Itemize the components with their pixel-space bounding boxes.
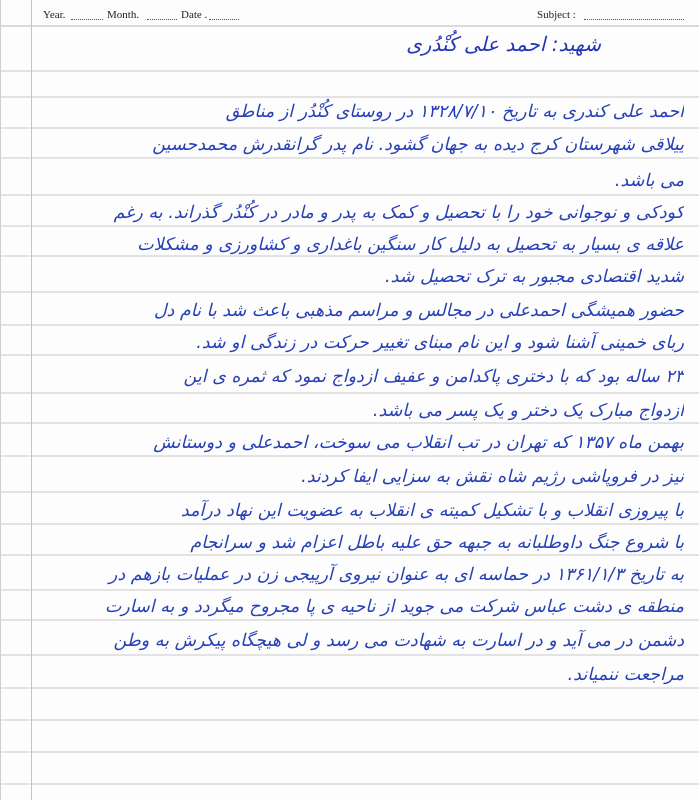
handwritten-line-18: مراجعت ننمیاند. [567, 665, 684, 685]
year-label: Year. [43, 9, 66, 21]
handwritten-line-10: ازدواج مبارک یک دختر و یک پسر می باشد. [372, 401, 684, 421]
handwritten-line-5: علاقه ی بسیار به تحصیل به دلیل کار سنگین باغداری و کشاورزی و مشکلات [137, 235, 684, 255]
handwritten-line-17: دشمن در می آید و در اسارت به شهادت می رسد و لی هیچگاه پیکرش به وطن [113, 631, 684, 651]
handwritten-line-2: ییلاقی شهرستان کرج دیده به جهان گشود. نام پدر گرانقدرش محمدحسین [152, 135, 684, 155]
subject-label: Subject : [537, 9, 576, 21]
date-dots [209, 19, 239, 20]
handwritten-line-7: حضور همیشگی احمدعلی در مجالس و مراسم مذهبی باعث شد با نام دل [153, 301, 684, 321]
handwritten-line-9: ۲۳ ساله بود که با دختری پاکدامن و عفیف ازدواج نمود که ثمره ی این [183, 367, 684, 387]
handwritten-line-15: به تاریخ ۱۳۶۱/۱/۳ در حماسه ای به عنوان نیروی آرپیجی زن در عملیات بازهم در [108, 565, 684, 585]
handwritten-line-1: احمد علی کندری به تاریخ ۱۳۲۸/۷/۱۰ در روستای کُنْدُر از مناطق [225, 102, 684, 122]
handwritten-line-13: با پیروزی انقلاب و با تشکیل کمیته ی انقلاب به عضویت این نهاد درآمد [180, 501, 684, 521]
subject-dots [584, 19, 684, 20]
month-dots [147, 19, 177, 20]
date-label: Date . [181, 9, 208, 21]
margin-line [31, 0, 32, 800]
handwritten-line-11: بهمن ماه ۱۳۵۷ که تهران در تب انقلاب می سوخت، احمدعلی و دوستانش [153, 433, 684, 453]
page-header [1, 0, 699, 26]
handwritten-line-14: با شروع جنگ داوطلبانه به جبهه حق علیه باطل اعزام شد و سرانجام [190, 533, 684, 553]
year-dots [71, 19, 103, 20]
handwritten-line-6: شدید اقتصادی مجبور به ترک تحصیل شد. [385, 267, 684, 287]
month-label: Month. [107, 9, 140, 21]
handwritten-line-8: ربای خمینی آشنا شود و این نام مبنای تغییر حرکت در زندگی او شد. [196, 333, 684, 353]
handwritten-line-16: منطقه ی دشت عباس شرکت می جوید از ناحیه ی پا مجروح میگردد و به اسارت [104, 597, 684, 617]
handwritten-line-4: کودکی و نوجوانی خود را با تحصیل و کمک به پدر و مادر در کُنْدُر گذراند. به رغم [113, 203, 684, 223]
handwritten-title: شهید: احمد علی کُنْدُری [406, 32, 601, 56]
handwritten-line-12: نیز در فروپاشی رژیم شاه نقش به سزایی ایفا کردند. [301, 467, 684, 487]
handwritten-line-3: می باشد. [614, 171, 684, 191]
